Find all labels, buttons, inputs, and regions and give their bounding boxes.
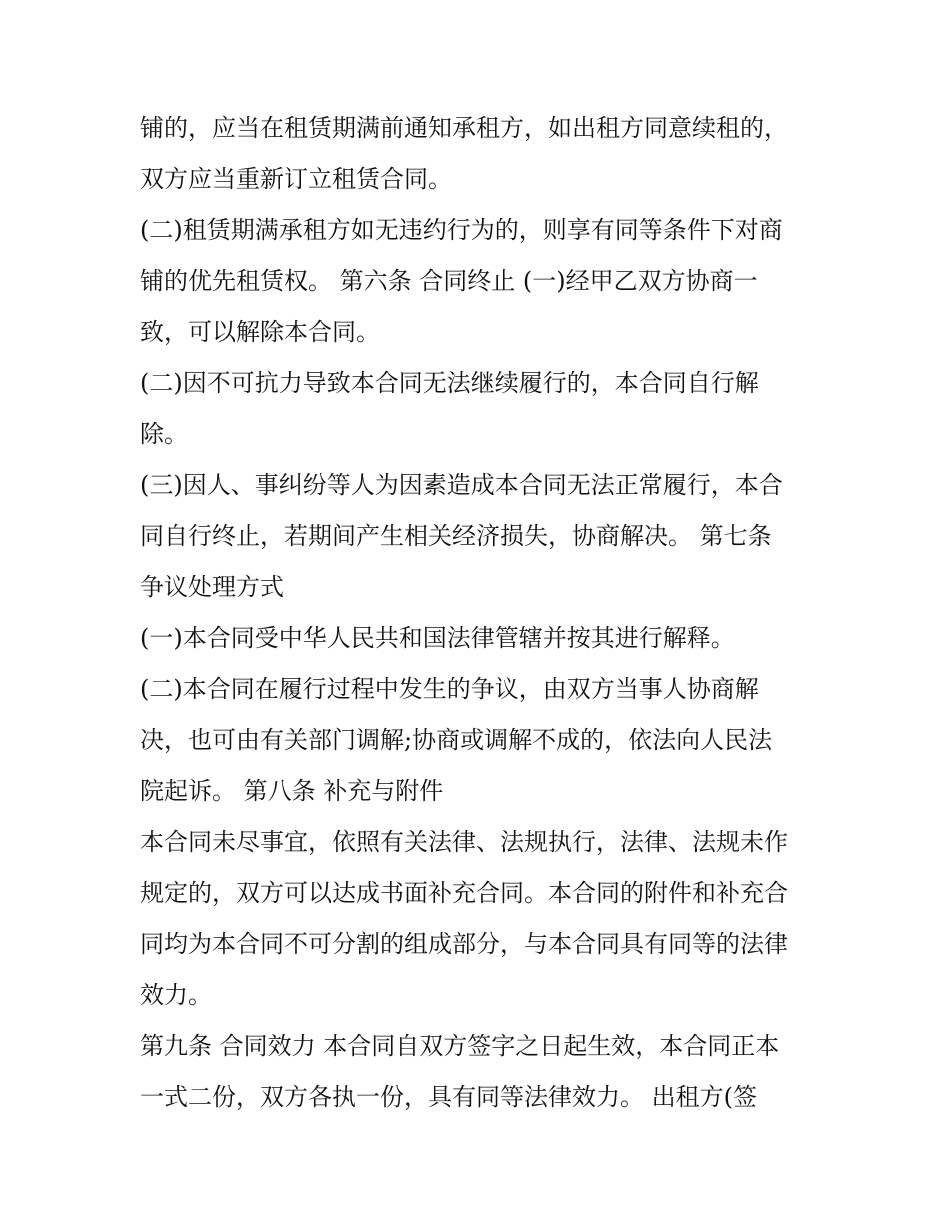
text-line: 同均为本合同不可分割的组成部分，与本合同具有同等的法律 <box>140 930 788 958</box>
text-line: 决，也可由有关部门调解;协商或调解不成的，依法向人民法 <box>140 726 773 754</box>
text-line: 铺的优先租赁权。 第六条 合同终止 (一)经甲乙双方协商一 <box>140 267 758 295</box>
text-line: 一式二份，双方各执一份，具有同等法律效力。 出租方(签 <box>140 1083 757 1111</box>
text-line: 争议处理方式 <box>140 573 284 601</box>
text-line: 致，可以解除本合同。 <box>140 318 380 346</box>
text-line: 效力。 <box>140 981 212 1009</box>
text-line: (二)租赁期满承租方如无违约行为的，则享有同等条件下对商 <box>140 216 783 244</box>
text-line: 第九条 合同效力 本合同自双方签字之日起生效，本合同正本 <box>140 1032 780 1060</box>
text-line: 铺的，应当在租赁期满前通知承租方，如出租方同意续租的， <box>140 114 788 142</box>
text-line: (二)本合同在履行过程中发生的争议，由双方当事人协商解 <box>140 675 759 703</box>
text-line: 本合同未尽事宜，依照有关法律、法规执行，法律、法规未作 <box>140 828 788 856</box>
document-body <box>140 103 830 1123</box>
text-line: 同自行终止，若期间产生相关经济损失，协商解决。 第七条 <box>140 522 772 550</box>
text-line: (三)因人、事纠纷等人为因素造成本合同无法正常履行，本合 <box>140 471 783 499</box>
text-line: 院起诉。 第八条 补充与附件 <box>140 777 444 805</box>
text-line: 双方应当重新订立租赁合同。 <box>140 165 452 193</box>
text-line: 规定的，双方可以达成书面补充合同。本合同的附件和补充合 <box>140 879 788 907</box>
text-line: 除。 <box>140 420 188 448</box>
text-line: (一)本合同受中华人民共和国法律管辖并按其进行解释。 <box>140 624 735 652</box>
text-line: (二)因不可抗力导致本合同无法继续履行的，本合同自行解 <box>140 369 759 397</box>
